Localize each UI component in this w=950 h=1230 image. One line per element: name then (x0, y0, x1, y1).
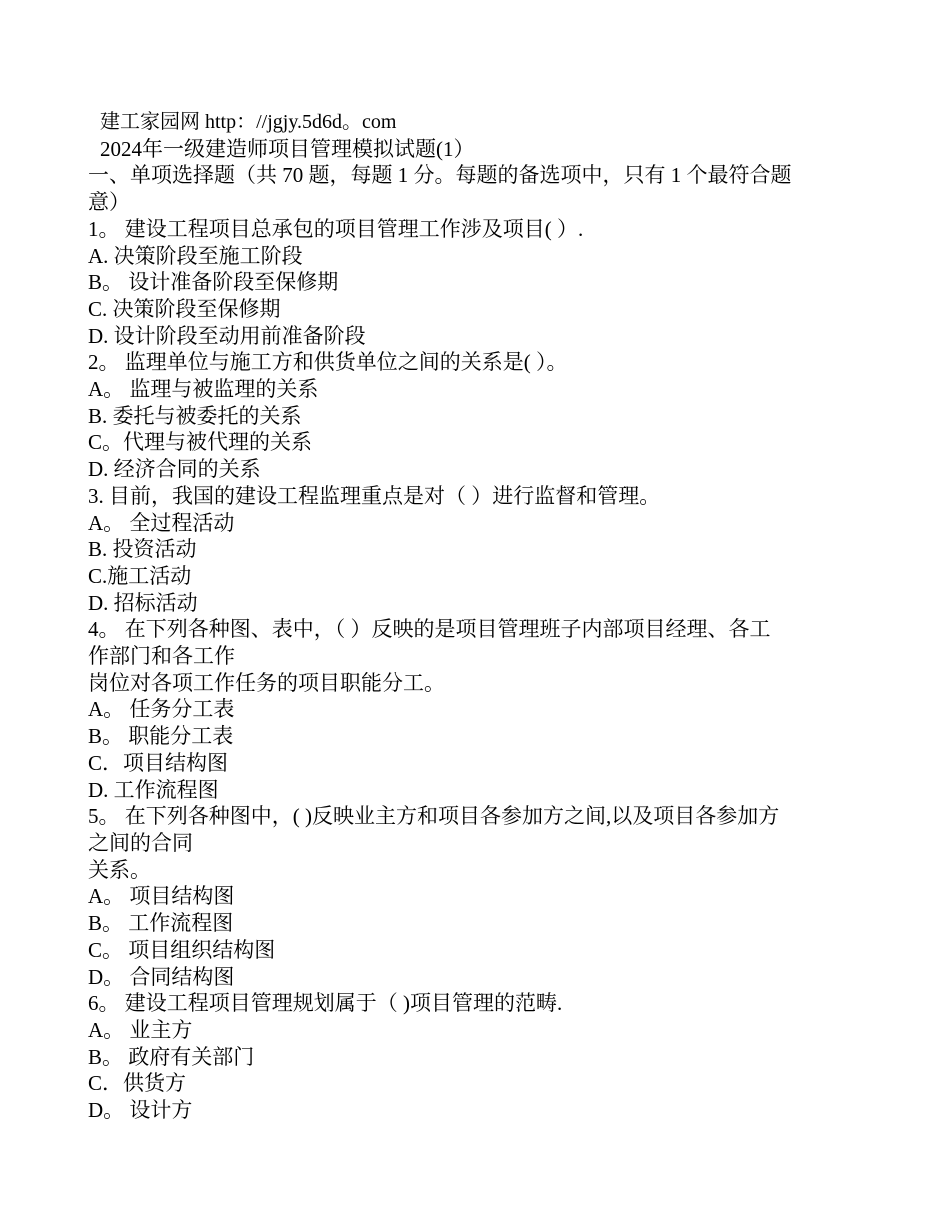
option-b: B. 委托与被委托的关系 (88, 403, 302, 428)
question-stem-line-2: 作部门和各工作 (88, 644, 235, 669)
option-a: A。 全过程活动 (88, 510, 235, 535)
question-stem-line-1: 4。 在下列各种图、表中，（ ）反映的是项目管理班子内部项目经理、各工 (88, 617, 771, 642)
question-1 (88, 216, 868, 350)
question-4 (88, 616, 868, 803)
question-stem-line-3: 关系。 (88, 857, 151, 882)
option-a: A。 监理与被监理的关系 (88, 377, 319, 402)
option-b: B. 投资活动 (88, 537, 197, 562)
option-d: D. 经济合同的关系 (88, 457, 261, 482)
document-title: 2024年一级建造师项目管理模拟试题(1） (100, 136, 475, 161)
option-c: C. 决策阶段至保修期 (88, 296, 281, 321)
question-stem: 3. 目前，我国的建设工程监理重点是对（ ）进行监督和管理。 (88, 483, 661, 508)
question-stem: 1。 建设工程项目总承包的项目管理工作涉及项目( ）. (88, 216, 584, 241)
option-c: C．供货方 (88, 1071, 187, 1096)
option-d: D. 招标活动 (88, 590, 198, 615)
section-heading-line-2: 意） (88, 190, 130, 215)
option-a: A。 业主方 (88, 1017, 193, 1042)
option-a: A。 项目结构图 (88, 884, 235, 909)
option-c: C.施工活动 (88, 563, 192, 588)
option-d: D. 设计阶段至动用前准备阶段 (88, 323, 366, 348)
option-d: D. 工作流程图 (88, 777, 219, 802)
site-header: 建工家园网 http：//jgjy.5d6d。com (100, 111, 397, 133)
option-d: D。 设计方 (88, 1098, 193, 1123)
question-stem: 6。 建设工程项目管理规划属于（ )项目管理的范畴. (88, 991, 563, 1016)
option-b: B。 政府有关部门 (88, 1044, 255, 1069)
option-c: C。代理与被代理的关系 (88, 430, 313, 455)
option-b: B。 设计准备阶段至保修期 (88, 270, 339, 295)
option-a: A. 决策阶段至施工阶段 (88, 243, 303, 268)
question-stem-line-1: 5。 在下列各种图中，( )反映业主方和项目各参加方之间,以及项目各参加方 (88, 804, 780, 829)
question-5 (88, 803, 868, 990)
question-6 (88, 990, 868, 1124)
option-c: C．项目结构图 (88, 750, 229, 775)
option-c: C。 项目组织结构图 (88, 937, 276, 962)
question-stem-line-3: 岗位对各项工作任务的项目职能分工。 (88, 670, 445, 695)
document-body (88, 109, 868, 1124)
question-2 (88, 349, 868, 483)
option-b: B。 工作流程图 (88, 911, 234, 936)
question-3 (88, 483, 868, 617)
section-heading-line-1: 一、单项选择题（共 70 题，每题 1 分。每题的备选项中，只有 1 个最符合题 (88, 163, 792, 188)
option-a: A。 任务分工表 (88, 697, 235, 722)
question-stem-line-2: 之间的合同 (88, 830, 193, 855)
option-b: B。 职能分工表 (88, 724, 234, 749)
question-stem: 2。 监理单位与施工方和供货单位之间的关系是( ）。 (88, 350, 568, 375)
option-d: D。 合同结构图 (88, 964, 235, 989)
